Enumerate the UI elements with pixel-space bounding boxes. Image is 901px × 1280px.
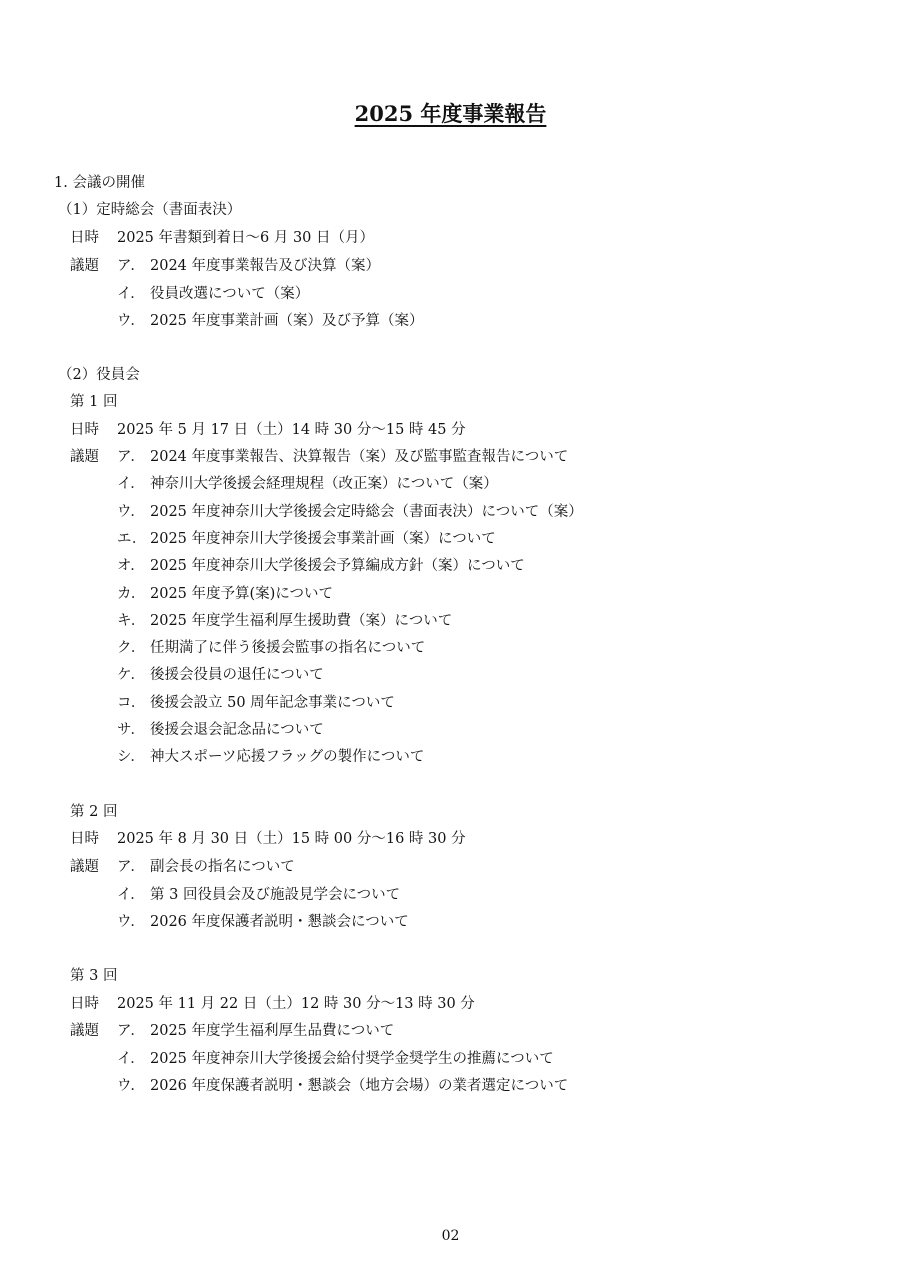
agenda-label: 議題 bbox=[70, 449, 99, 465]
date-label: 日時 bbox=[70, 230, 99, 246]
agenda-item-mark: ウ． bbox=[117, 313, 145, 329]
agenda-item-text: 2025 年度神奈川大学後援会給付奨学金奨学生の推薦について bbox=[150, 1050, 554, 1067]
agenda-item-mark: カ． bbox=[117, 585, 146, 602]
meeting-label: 第 1 回 bbox=[70, 394, 118, 410]
agenda-item-text: 神奈川大学後援会経理規程（改正案）について（案） bbox=[150, 476, 498, 493]
agenda-item bbox=[117, 474, 498, 494]
agenda-item-text: 後援会設立 50 周年記念事業について bbox=[150, 694, 395, 711]
agenda-item-mark: ア． bbox=[117, 1023, 145, 1039]
agenda-item-mark: イ． bbox=[117, 285, 145, 302]
agenda-item bbox=[117, 556, 525, 576]
agenda-label: 議題 bbox=[70, 1023, 99, 1039]
agenda-item-mark: ウ． bbox=[117, 914, 145, 930]
subsection-heading-general-meeting: （1）定時総会（書面表決） bbox=[58, 202, 242, 218]
agenda-label: 議題 bbox=[70, 859, 99, 875]
meeting-label: 第 2 回 bbox=[70, 804, 118, 820]
agenda-item bbox=[117, 502, 583, 522]
agenda-item-text: 2025 年度神奈川大学後援会定時総会（書面表決）について（案） bbox=[150, 503, 583, 520]
agenda-item-mark: ウ． bbox=[117, 503, 145, 520]
agenda-item bbox=[117, 256, 380, 276]
date-value: 2025 年 11 月 22 日（土）12 時 30 分～13 時 30 分 bbox=[117, 996, 475, 1012]
agenda-item-text: 副会長の指名について bbox=[150, 859, 295, 875]
agenda-item bbox=[117, 720, 324, 740]
agenda-item bbox=[117, 693, 395, 713]
agenda-item bbox=[117, 885, 400, 905]
agenda-item-text: 2025 年度神奈川大学後援会事業計画（案）について bbox=[150, 530, 496, 547]
date-label: 日時 bbox=[70, 422, 99, 438]
agenda-item-mark: キ． bbox=[117, 612, 146, 629]
date-label: 日時 bbox=[70, 996, 99, 1012]
agenda-item-mark: シ． bbox=[117, 749, 145, 766]
agenda-item-text: 2026 年度保護者説明・懇談会について bbox=[150, 914, 409, 930]
agenda-item bbox=[117, 747, 424, 767]
agenda-item-text: 役員改選について（案） bbox=[150, 285, 310, 302]
agenda-item-mark: ア． bbox=[117, 449, 145, 465]
date-value: 2025 年 8 月 30 日（土）15 時 00 分～16 時 30 分 bbox=[117, 831, 466, 847]
agenda-item-mark: サ． bbox=[117, 722, 145, 738]
agenda-item-text: 2026 年度保護者説明・懇談会（地方会場）の業者選定について bbox=[150, 1078, 569, 1094]
agenda-item-mark: イ． bbox=[117, 476, 145, 493]
subsection-heading-board-meeting: （2）役員会 bbox=[58, 367, 140, 383]
agenda-item-text: 2025 年度神奈川大学後援会予算編成方針（案）について bbox=[150, 558, 525, 575]
agenda-item-mark: オ． bbox=[117, 558, 145, 575]
agenda-item-mark: ケ． bbox=[117, 667, 145, 684]
agenda-item-text: 2024 年度事業報告及び決算（案） bbox=[150, 258, 381, 274]
agenda-item bbox=[117, 284, 309, 304]
section-heading: 1. 会議の開催 bbox=[54, 175, 145, 191]
agenda-item-mark: イ． bbox=[117, 886, 145, 903]
agenda-item bbox=[117, 311, 424, 331]
agenda-item-text: 2025 年度学生福利厚生援助費（案）について bbox=[150, 612, 453, 629]
agenda-item-mark: イ． bbox=[117, 1050, 145, 1067]
agenda-item-mark: ア． bbox=[117, 859, 145, 875]
agenda-item bbox=[117, 447, 568, 467]
agenda-item-mark: コ． bbox=[117, 694, 146, 711]
agenda-item-text: 第 3 回役員会及び施設見学会について bbox=[150, 886, 401, 903]
agenda-item bbox=[117, 638, 425, 658]
agenda-item bbox=[117, 1076, 568, 1096]
agenda-item-text: 2025 年度学生福利厚生品費について bbox=[150, 1023, 395, 1039]
agenda-item-mark: ア． bbox=[117, 258, 145, 274]
agenda-item-text: 2024 年度事業報告、決算報告（案）及び監事監査報告について bbox=[150, 449, 569, 465]
date-value: 2025 年書類到着日～6 月 30 日（月） bbox=[117, 230, 375, 246]
agenda-item-text: 後援会役員の退任について bbox=[150, 667, 324, 684]
agenda-item-text: 任期満了に伴う後援会監事の指名について bbox=[150, 640, 426, 657]
agenda-item-text: 2025 年度予算(案)について bbox=[150, 585, 334, 602]
agenda-item-text: 神大スポーツ応援フラッグの製作について bbox=[150, 749, 425, 766]
agenda-item-mark: ウ． bbox=[117, 1078, 145, 1094]
page-title: 2025 年度事業報告 bbox=[354, 101, 547, 126]
agenda-item-mark: エ． bbox=[117, 530, 147, 547]
agenda-item bbox=[117, 912, 409, 932]
agenda-item-text: 後援会退会記念品について bbox=[150, 722, 324, 738]
date-label: 日時 bbox=[70, 831, 99, 847]
agenda-label: 議題 bbox=[70, 258, 99, 274]
agenda-item bbox=[117, 611, 452, 631]
agenda-item bbox=[117, 1049, 554, 1069]
agenda-item bbox=[117, 529, 496, 549]
agenda-item bbox=[117, 665, 324, 685]
date-value: 2025 年 5 月 17 日（土）14 時 30 分～15 時 45 分 bbox=[117, 422, 466, 438]
agenda-item-text: 2025 年度事業計画（案）及び予算（案） bbox=[150, 313, 424, 329]
agenda-item-mark: ク． bbox=[117, 640, 146, 657]
page-number: 02 bbox=[441, 1228, 460, 1244]
agenda-item bbox=[117, 857, 295, 877]
meeting-label: 第 3 回 bbox=[70, 968, 118, 984]
agenda-item bbox=[117, 584, 333, 604]
agenda-item bbox=[117, 1021, 394, 1041]
